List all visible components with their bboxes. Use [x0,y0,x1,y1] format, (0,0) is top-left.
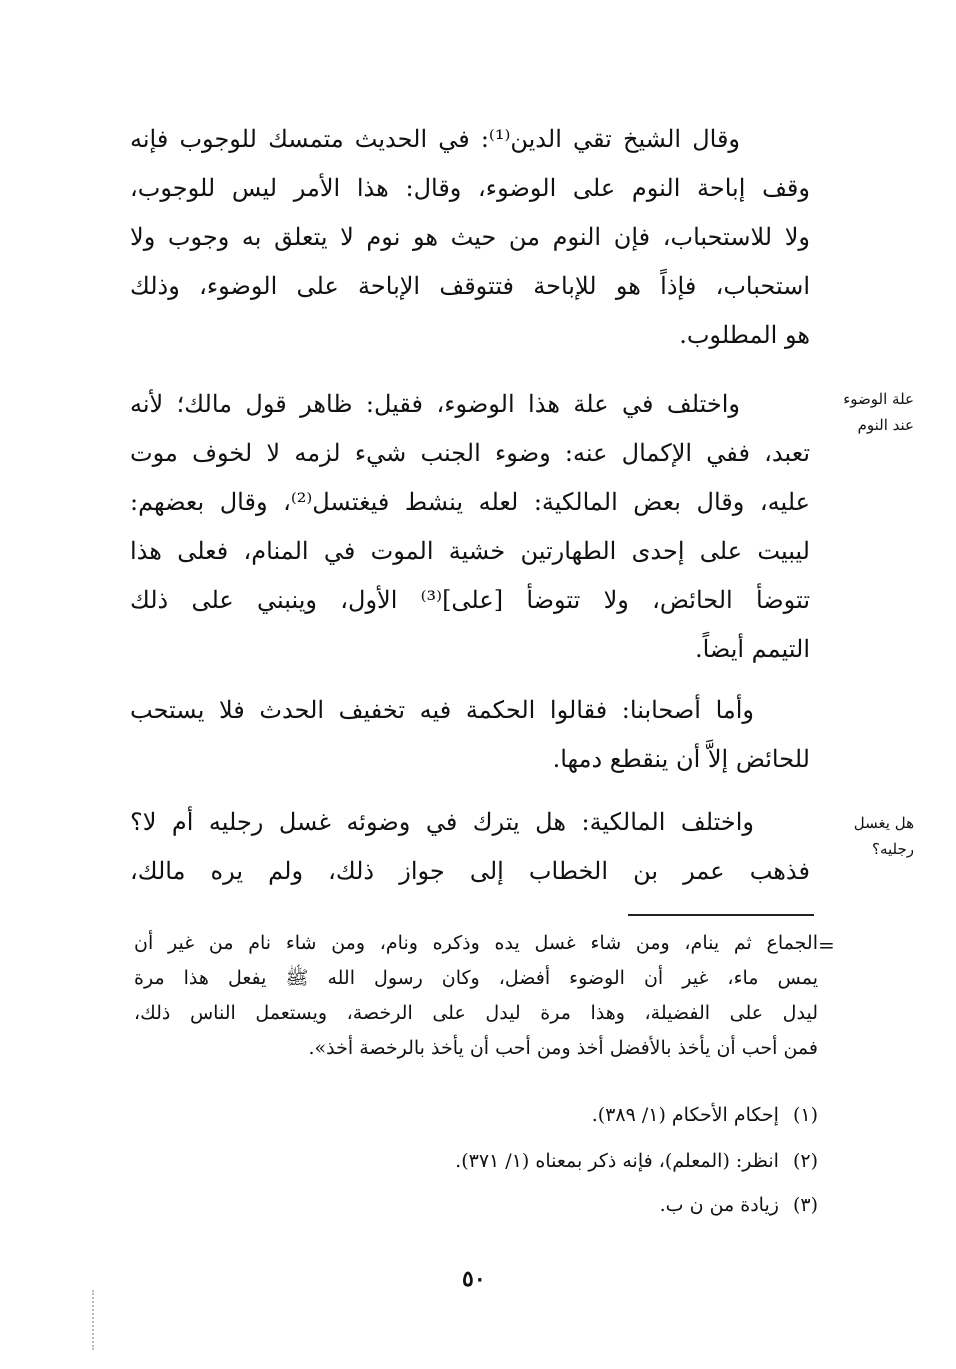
text-line: فذهب عمر بن الخطاب إلى جواز ذلك، ولم يره مالك، [130,857,810,885]
text-line: وقال الشيخ تقي الدين⁽¹⁾: في الحديث متمسك للوجوب فإنه [130,125,741,153]
footnote-text: زيادة من ن ب. [659,1194,779,1216]
footnote-text: انظر: (المعلم)، فإنه ذكر بمعناه (١/ ٣٧١). [455,1150,779,1172]
footnote-line: يمس ماء، غير أن الوضوء أفضل، وكان رسول الله ﷺ يفعل هذا مرة [134,967,818,989]
footnote-number: (٢) [792,1150,818,1172]
footnote-separator [628,914,814,916]
margin-note-wash-feet [818,810,914,862]
text-line: تعبد، ففي الإكمال عنه: وضوء الجنب شيء لزمه لا لخوف موت [130,439,810,467]
footnote-continuation [134,926,818,1066]
paragraph-1 [130,115,810,360]
footnote-2 [455,1146,818,1176]
footnote-line: الجماع ثم ينام، ومن شاء غسل يده وذكره ونام، ومن شاء نام من غير أن [134,932,818,954]
text-line: واختلف المالكية: هل يترك في وضوئه غسل رجليه أم لا؟ [130,808,754,836]
margin-note-line: علة الوضوء [843,390,914,408]
continuation-mark: = [818,933,835,957]
text-line: واختلف في علة هذا الوضوء، فقيل: ظاهر قول مالك؛ لأنه [130,390,740,418]
page-number: ٥٠ [462,1266,486,1292]
footnote-number: (٣) [792,1194,818,1216]
text-line: ولا للاستحباب، فإن النوم من حيث هو نوم لا يتعلق به وجوب ولا [130,223,810,251]
footnote-number: (١) [792,1104,818,1126]
footnote-line: فمن أحب أن يأخذ بالأفضل أخذ ومن أحب أن يأخذ بالرخصة أخذ». [308,1037,818,1059]
paragraph-3 [130,686,810,784]
footnote-1 [592,1100,818,1130]
text-line: ليبيت على إحدى الطهارتين خشية الموت في المنام، فعلى هذا [130,537,810,565]
paragraph-2 [130,380,810,674]
text-line: التيمم أيضاً. [694,635,810,663]
text-line: تتوضأ الحائض، ولا تتوضأ [على]⁽³⁾ الأول، وينبني على ذلك [130,586,810,614]
footnote-3 [660,1190,818,1220]
footnote-line: ليدل على الفضيلة، وهذا مرة ليدل على الرخصة، ويستعمل الناس ذلك، [134,1002,818,1024]
margin-note-line: هل يغسل [853,814,914,832]
margin-note-line: عند النوم [857,416,914,434]
text-line: عليه، وقال بعض المالكية: لعله ينشط فيغتسل⁽²⁾، وقال بعضهم: [130,488,810,516]
text-line: للحائض إلاَّ أن ينقطع دمها. [552,745,810,773]
margin-note-line: رجليه؟ [871,840,914,858]
text-line: وأما أصحابنا: فقالوا الحكمة فيه تخفيف الحدث فلا يستحب [130,696,754,724]
margin-note-wudu-sleep [818,386,914,438]
footnote-text: إحكام الأحكام (١/ ٣٨٩). [591,1104,779,1126]
text-line: وقف إباحة النوم على الوضوء، وقال: هذا الأمر ليس للوجوب، [130,174,810,202]
text-line: استحباب، فإذاً هو للإباحة فتتوقف الإباحة على الوضوء، وذلك [130,272,810,300]
paragraph-4 [130,798,810,896]
text-line: هو المطلوب. [679,321,810,349]
scan-artifact [92,1290,96,1350]
